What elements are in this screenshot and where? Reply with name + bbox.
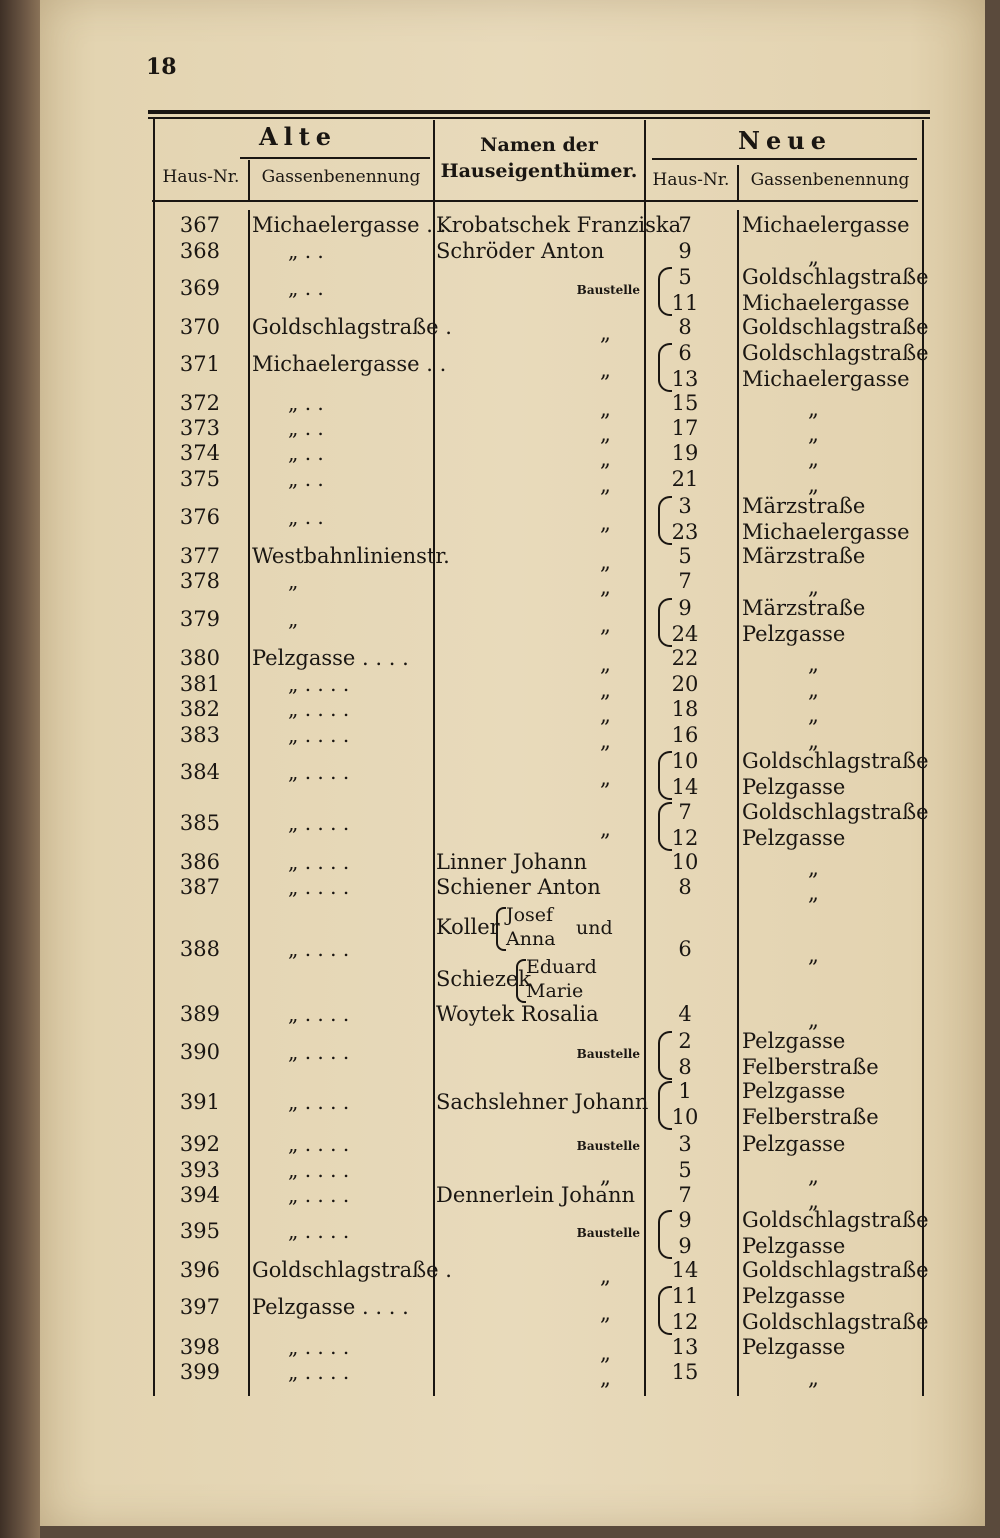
old-street-name: „ . . . . — [288, 760, 350, 784]
new-number-brace — [658, 496, 672, 545]
new-house-number: 7 — [678, 569, 692, 593]
old-street-name: Goldschlagstraße . — [252, 315, 452, 339]
owner-name: Krobatschek Franziska — [436, 213, 682, 237]
old-house-number: 372 — [179, 391, 220, 415]
new-street-name: Pelzgasse — [742, 825, 846, 850]
owner-brace-schiezek — [516, 959, 526, 1003]
old-house-number: 380 — [179, 646, 220, 670]
owner-brace-koller — [496, 907, 506, 951]
new-street-name: Pelzgasse — [742, 1335, 846, 1359]
new-street-name: „ — [808, 678, 819, 702]
owner-name: Schiener Anton — [436, 875, 601, 899]
new-house-number: 16 — [671, 723, 699, 747]
new-street-name: Pelzgasse — [742, 1029, 846, 1053]
new-street-name: „ — [808, 943, 819, 967]
owner-name: „ — [600, 678, 611, 702]
new-house-number: 10 — [671, 1104, 699, 1129]
old-house-number: 369 — [179, 276, 220, 300]
owner-name: „ — [600, 613, 611, 637]
new-street-name: Pelzgasse — [742, 1132, 846, 1156]
old-street-name: „ . . . . — [288, 1040, 350, 1064]
owner-name: „ — [600, 358, 611, 382]
owner-schiezek: Schiezek — [436, 967, 532, 991]
new-house-number: 23 — [671, 519, 699, 544]
new-number-brace — [658, 267, 672, 316]
new-house-number: 5 — [678, 544, 692, 568]
owner-name: Sachslehner Johann — [436, 1090, 649, 1114]
old-house-number: 371 — [179, 352, 220, 376]
new-number-brace — [658, 1031, 672, 1080]
col-line-new-street-body — [737, 210, 739, 1396]
old-house-number: 394 — [179, 1183, 220, 1207]
new-street-name: „ — [808, 856, 819, 880]
header-namen-line1: Namen der — [480, 134, 598, 156]
owner-name: „ — [600, 422, 611, 446]
new-house-number: 11 — [671, 290, 699, 315]
old-house-number: 392 — [179, 1132, 220, 1156]
old-street-name: „ . . — [288, 441, 324, 465]
old-street-name: „ . . . . — [288, 850, 350, 874]
old-house-number: 388 — [179, 937, 220, 961]
new-street-name: „ — [808, 473, 819, 497]
old-house-number: 387 — [179, 875, 220, 899]
old-street-name: Michaelergasse . . — [252, 213, 447, 237]
old-street-name: „ . . — [288, 467, 324, 491]
old-house-number: 390 — [179, 1040, 220, 1064]
owner-name: „ — [600, 652, 611, 676]
header-new-gassenbenennung: Gassenbenennung — [750, 170, 910, 190]
new-number-brace — [658, 1081, 672, 1130]
old-house-number: 385 — [179, 811, 220, 835]
new-house-number: 5 — [678, 265, 692, 289]
old-house-number: 386 — [179, 850, 220, 874]
new-house-number: 1 — [678, 1079, 692, 1103]
new-street-name: Märzstraße — [742, 596, 866, 620]
new-street-name: Märzstraße — [742, 544, 866, 568]
header-bottom-rule — [152, 200, 918, 202]
old-house-number: 395 — [179, 1219, 220, 1243]
old-street-name: Pelzgasse . . . . — [252, 646, 409, 670]
old-street-name: „ . . — [288, 276, 324, 300]
new-house-number: 21 — [671, 467, 699, 491]
new-house-number: 12 — [671, 825, 699, 850]
new-street-name: Pelzgasse — [742, 1079, 846, 1103]
new-street-name: Michaelergasse — [742, 213, 910, 237]
old-street-name: Goldschlagstraße . — [252, 1258, 452, 1282]
old-street-name: „ . . — [288, 505, 324, 529]
header-old-gassenbenennung: Gassenbenennung — [261, 167, 421, 187]
baustelle-label: Baustelle — [576, 1226, 640, 1240]
new-house-number: 9 — [678, 596, 692, 620]
new-street-name: „ — [808, 652, 819, 676]
new-street-name: Goldschlagstraße — [742, 749, 929, 773]
new-house-number: 9 — [678, 239, 692, 263]
owner-name: „ — [600, 1301, 611, 1325]
owner-koller: Koller — [436, 915, 500, 939]
new-house-number: 9 — [678, 1208, 692, 1232]
col-line-new-nr — [644, 120, 646, 1396]
owner-marie: Marie — [526, 980, 584, 1002]
new-house-number: 13 — [671, 1335, 699, 1359]
old-street-name: „ . . . . — [288, 1219, 350, 1243]
old-house-number: 368 — [179, 239, 220, 263]
new-street-name: Goldschlagstraße — [742, 341, 929, 365]
new-house-number: 8 — [678, 315, 692, 339]
header-old-haus-nr: Haus-Nr. — [162, 167, 240, 187]
new-house-number: 2 — [678, 1029, 692, 1053]
new-house-number: 20 — [671, 672, 699, 696]
new-house-number: 7 — [678, 1183, 692, 1207]
header-new-haus-nr: Haus-Nr. — [652, 170, 730, 190]
old-house-number: 384 — [179, 760, 220, 784]
col-line-old-street — [248, 160, 250, 202]
old-house-number: 376 — [179, 505, 220, 529]
owner-name: „ — [600, 473, 611, 497]
new-house-number: 8 — [678, 1054, 692, 1079]
old-street-name: „ . . . . — [288, 1002, 350, 1026]
new-house-number: 6 — [678, 937, 692, 961]
neue-underline — [652, 158, 917, 160]
old-street-name: Westbahnlinienstr. — [252, 544, 450, 568]
new-house-number: 11 — [671, 1284, 699, 1308]
new-street-name: Goldschlagstraße — [742, 1208, 929, 1232]
old-house-number: 370 — [179, 315, 220, 339]
old-house-number: 375 — [179, 467, 220, 491]
col-line-owner — [433, 120, 435, 1396]
new-house-number: 10 — [671, 749, 699, 773]
old-house-number: 396 — [179, 1258, 220, 1282]
new-street-name: „ — [808, 575, 819, 599]
old-house-number: 393 — [179, 1158, 220, 1182]
old-house-number: 379 — [179, 607, 220, 631]
old-house-number: 398 — [179, 1335, 220, 1359]
owner-und: und — [576, 917, 613, 939]
owner-name: „ — [600, 1366, 611, 1390]
owner-name: „ — [600, 766, 611, 790]
new-house-number: 19 — [671, 441, 699, 465]
new-street-name: Pelzgasse — [742, 1284, 846, 1308]
new-street-name: Goldschlagstraße — [742, 800, 929, 824]
new-house-number: 14 — [671, 774, 699, 799]
new-number-brace — [658, 1210, 672, 1259]
old-house-number: 377 — [179, 544, 220, 568]
owner-name: „ — [600, 729, 611, 753]
owner-name: „ — [600, 703, 611, 727]
old-street-name: „ . . . . — [288, 811, 350, 835]
new-house-number: 15 — [671, 1360, 699, 1384]
new-street-name: „ — [808, 447, 819, 471]
new-house-number: 3 — [678, 494, 692, 518]
new-house-number: 17 — [671, 416, 699, 440]
owner-eduard: Eduard — [526, 956, 597, 978]
old-street-name: „ — [288, 569, 299, 593]
owner-name: „ — [600, 511, 611, 535]
old-house-number: 373 — [179, 416, 220, 440]
new-street-name: Pelzgasse — [742, 774, 846, 799]
new-street-name: Goldschlagstraße — [742, 315, 929, 339]
top-rule-thin — [148, 117, 930, 119]
old-street-name: „ . . . . — [288, 1360, 350, 1384]
owner-name: „ — [600, 550, 611, 574]
alte-underline — [240, 157, 430, 159]
new-number-brace — [658, 802, 672, 851]
owner-name: „ — [600, 575, 611, 599]
new-street-name: „ — [808, 422, 819, 446]
new-street-name: Felberstraße — [742, 1104, 879, 1129]
new-street-name: „ — [808, 729, 819, 753]
header-neue: Neue — [738, 126, 832, 155]
new-street-name: Michaelergasse — [742, 366, 910, 391]
new-street-name: „ — [808, 397, 819, 421]
owner-name: Schröder Anton — [436, 239, 605, 263]
owner-josef: Josef — [506, 904, 554, 926]
new-street-name: „ — [808, 245, 819, 269]
new-street-name: „ — [808, 881, 819, 905]
new-house-number: 9 — [678, 1233, 692, 1258]
old-house-number: 367 — [179, 213, 220, 237]
owner-name: „ — [600, 1341, 611, 1365]
old-house-number: 391 — [179, 1090, 220, 1114]
new-street-name: Goldschlagstraße — [742, 1258, 929, 1282]
new-street-name: Goldschlagstraße — [742, 265, 929, 289]
new-house-number: 5 — [678, 1158, 692, 1182]
old-street-name: „ . . . . — [288, 1090, 350, 1114]
new-house-number: 12 — [671, 1309, 699, 1334]
new-number-brace — [658, 1286, 672, 1335]
book-spine — [0, 0, 40, 1538]
new-house-number: 8 — [678, 875, 692, 899]
old-house-number: 399 — [179, 1360, 220, 1384]
new-street-name: Märzstraße — [742, 494, 866, 518]
owner-name: „ — [600, 321, 611, 345]
new-house-number: 24 — [671, 621, 699, 646]
old-house-number: 383 — [179, 723, 220, 747]
new-street-name: Michaelergasse — [742, 290, 910, 315]
old-house-number: 389 — [179, 1002, 220, 1026]
old-street-name: „ . . . . — [288, 1158, 350, 1182]
old-street-name: „ . . . . — [288, 937, 350, 961]
new-house-number: 6 — [678, 341, 692, 365]
header-alte: Alte — [258, 122, 338, 151]
owner-name: „ — [600, 1264, 611, 1288]
new-street-name: „ — [808, 1164, 819, 1188]
new-house-number: 10 — [671, 850, 699, 874]
new-house-number: 13 — [671, 366, 699, 391]
new-street-name: Pelzgasse — [742, 621, 846, 646]
new-street-name: Felberstraße — [742, 1054, 879, 1079]
new-house-number: 3 — [678, 1132, 692, 1156]
old-street-name: „ . . — [288, 416, 324, 440]
new-number-brace — [658, 598, 672, 647]
baustelle-label: Baustelle — [576, 283, 640, 297]
owner-name: „ — [600, 397, 611, 421]
new-house-number: 15 — [671, 391, 699, 415]
new-house-number: 7 — [678, 800, 692, 824]
header-namen-line2: Hauseigenthümer. — [440, 160, 638, 182]
old-house-number: 381 — [179, 672, 220, 696]
owner-name: „ — [600, 447, 611, 471]
col-line-old-street-body — [248, 210, 250, 1396]
old-house-number: 382 — [179, 697, 220, 721]
baustelle-label: Baustelle — [576, 1139, 640, 1153]
col-line-new-street — [737, 165, 739, 202]
old-street-name: „ . . . . — [288, 875, 350, 899]
old-street-name: „ . . . . — [288, 723, 350, 747]
baustelle-label: Baustelle — [576, 1047, 640, 1061]
new-house-number: 4 — [678, 1002, 692, 1026]
owner-name: „ — [600, 1164, 611, 1188]
new-street-name: Pelzgasse — [742, 1233, 846, 1258]
old-street-name: „ . . . . — [288, 697, 350, 721]
old-street-name: „ . . . . — [288, 672, 350, 696]
new-street-name: Goldschlagstraße — [742, 1309, 929, 1334]
owner-anna: Anna — [506, 928, 556, 950]
new-street-name: „ — [808, 1366, 819, 1390]
owner-name: Linner Johann — [436, 850, 588, 874]
old-street-name: „ . . — [288, 391, 324, 415]
old-house-number: 378 — [179, 569, 220, 593]
owner-name: Woytek Rosalia — [436, 1002, 599, 1026]
new-house-number: 18 — [671, 697, 699, 721]
new-number-brace — [658, 751, 672, 800]
old-street-name: Pelzgasse . . . . — [252, 1295, 409, 1319]
owner-name: Dennerlein Johann — [436, 1183, 635, 1207]
new-street-name: „ — [808, 1189, 819, 1213]
new-house-number: 14 — [671, 1258, 699, 1282]
old-street-name: „ . . — [288, 239, 324, 263]
old-street-name: „ . . . . — [288, 1335, 350, 1359]
new-street-name: „ — [808, 703, 819, 727]
new-house-number: 7 — [678, 213, 692, 237]
owner-name: „ — [600, 817, 611, 841]
top-rule-thick — [148, 110, 930, 114]
old-house-number: 374 — [179, 441, 220, 465]
old-street-name: „ — [288, 607, 299, 631]
old-street-name: „ . . . . — [288, 1132, 350, 1156]
old-street-name: „ . . . . — [288, 1183, 350, 1207]
old-house-number: 397 — [179, 1295, 220, 1319]
new-house-number: 22 — [671, 646, 699, 670]
new-street-name: „ — [808, 1008, 819, 1032]
old-street-name: Michaelergasse . . — [252, 352, 447, 376]
new-number-brace — [658, 343, 672, 392]
page-number: 18 — [146, 54, 177, 80]
new-street-name: Michaelergasse — [742, 519, 910, 544]
